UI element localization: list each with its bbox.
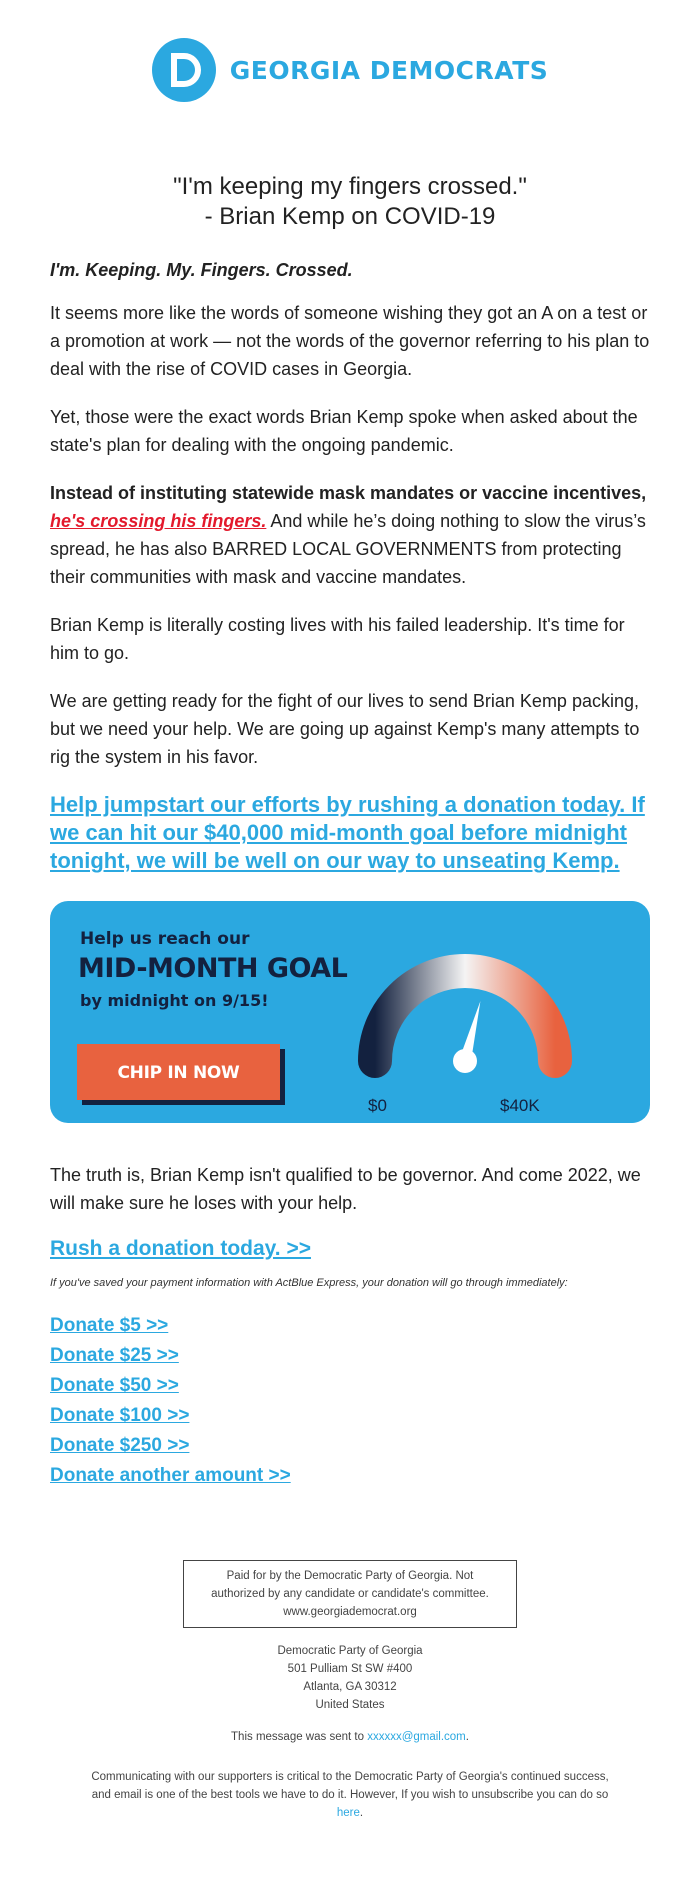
democrats-d-icon [152,38,216,102]
donate-250-link[interactable]: Donate $250 >> [50,1435,190,1456]
donation-cta-link[interactable]: Help jumpstart our efforts by rushing a donation today. If we can hit our $40,000 mid-month goal before midnight tonight, we will be well on our way to unseating Kemp. [50,792,645,873]
gauge-min-label: $0 [368,1096,387,1115]
donate-other-link[interactable]: Donate another amount >> [50,1465,291,1486]
donate-25-link[interactable]: Donate $25 >> [50,1345,179,1366]
quote-attribution: - Brian Kemp on COVID-19 [204,203,496,230]
recipient-email-link[interactable]: xxxxxx@gmail.com [367,1731,466,1743]
actblue-note: If you've saved your payment information with ActBlue Express, your donation will go through immediately: [50,1277,568,1289]
sent-to-line [0,1728,700,1746]
gauge-max-label: $40K [500,1096,540,1115]
paragraph-3-rest: And while he’s doing nothing to slow the virus’s spread, he has also BARRED LOCAL GOVERNMENTS from protecting their communities with mask and vaccine mandates. [50,511,646,587]
mailing-address [0,1642,700,1714]
paragraph-5: We are getting ready for the fight of our lives to send Brian Kemp packing, but we need your help. We are going up against Kemp's many attempts to rig the system in his favor. [50,691,640,767]
address-city: Atlanta, GA 30312 [303,1681,397,1693]
sent-suffix: . [465,1731,469,1743]
paragraph-2: Yet, those were the exact words Brian Kemp spoke when asked about the state's plan for dealing with the ongoing pandemic. [50,407,638,455]
header-logo[interactable] [0,0,700,140]
banner-goal-text: MID-MONTH GOAL [78,953,348,984]
banner-deadline-text: by midnight on 9/15! [80,991,269,1010]
unsubscribe-text: Communicating with our supporters is critical to the Democratic Party of Georgia's continued success, and email is one of the best tools we have to do it. However, If you wish to unsubscribe you can do so [91,1771,609,1801]
address-org: Democratic Party of Georgia [277,1645,423,1657]
paragraph-4: Brian Kemp is literally costing lives with his failed leadership. It's time for him to go. [50,615,625,663]
chip-in-now-button[interactable]: CHIP IN NOW [77,1044,280,1100]
crossing-fingers-link[interactable]: he's crossing his fingers. [50,511,267,531]
gauge-hub [453,1049,477,1073]
paragraph-1: It seems more like the words of someone wishing they got an A on a test or a promotion at work — not the words of the governor referring to his plan to deal with the rise of COVID cases in Georgia. [50,303,650,379]
address-country: United States [315,1699,385,1711]
headline-quote [50,172,650,232]
logo-text: GEORGIA DEMOCRATS [229,55,549,85]
unsubscribe-notice [90,1768,610,1822]
lead-line: I'm. Keeping. My. Fingers. Crossed. [50,260,353,280]
sent-prefix: This message was sent to [231,1731,368,1743]
mid-month-goal-banner[interactable] [50,901,650,1123]
goal-gauge [350,931,580,1116]
donate-50-link[interactable]: Donate $50 >> [50,1375,179,1396]
unsubscribe-link[interactable]: here [336,1807,360,1819]
rush-donation-link[interactable]: Rush a donation today. >> [50,1237,311,1260]
donate-5-link[interactable]: Donate $5 >> [50,1315,169,1336]
paid-for-box: Paid for by the Democratic Party of Georgia. Not authorized by any candidate or candidate's committee. www.georgiademocrat.org [183,1560,517,1628]
paragraph-3 [50,479,650,591]
address-street: 501 Pulliam St SW #400 [287,1663,413,1675]
donate-links-list [50,1311,650,1491]
banner-help-text: Help us reach our [80,929,250,949]
unsubscribe-end: . [359,1807,364,1819]
donate-100-link[interactable]: Donate $100 >> [50,1405,190,1426]
paragraph-3-bold: Instead of instituting statewide mask mandates or vaccine incentives, [50,483,647,503]
quote-line-1: "I'm keeping my fingers crossed." [173,173,527,200]
paragraph-6: The truth is, Brian Kemp isn't qualified to be governor. And come 2022, we will make sure he loses with your help. [50,1165,641,1213]
email-footer [0,1560,700,1822]
